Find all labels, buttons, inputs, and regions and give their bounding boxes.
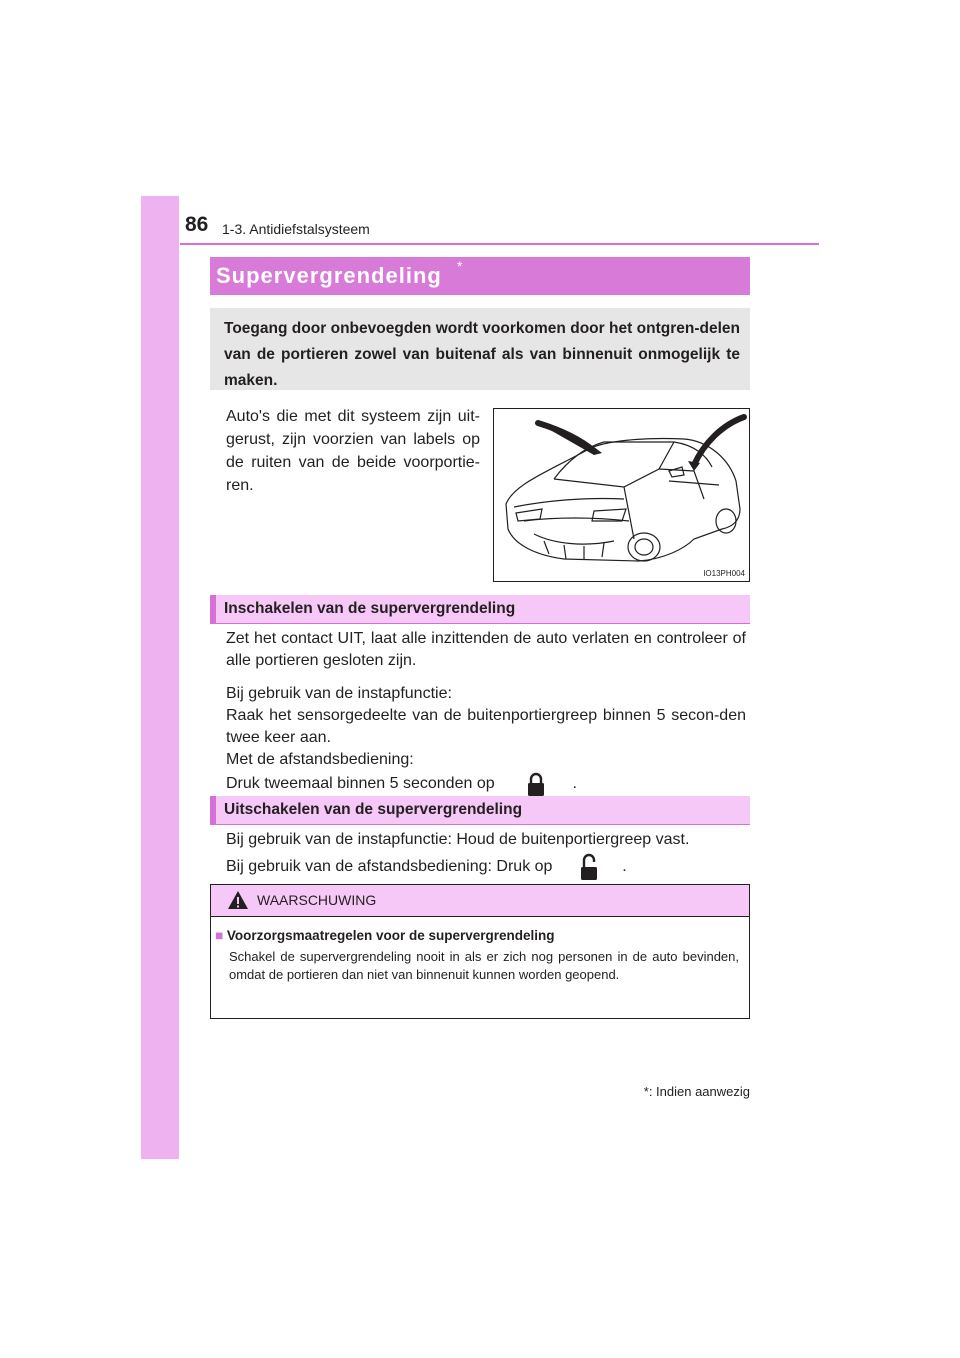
- enable-remote-period: .: [572, 775, 577, 793]
- side-tab: [141, 196, 179, 1159]
- car-illustration: [493, 408, 750, 582]
- car-drawing: [494, 409, 749, 581]
- image-code: IO13PH004: [703, 569, 745, 578]
- enable-heading: Inschakelen van de supervergrendeling: [224, 600, 516, 617]
- enable-paragraph-1: Zet het contact UIT, laat alle inzittenden de auto verlaten en controleer of alle portieren gesloten zijn.: [226, 630, 746, 669]
- unlock-icon: [579, 853, 599, 881]
- warning-title: [215, 928, 555, 943]
- car-text-line-4: ren.: [226, 477, 254, 494]
- footnote-text: : Indien aanwezig: [648, 1084, 750, 1099]
- car-text-line-1: Auto's die met dit systeem zijn uit-: [226, 408, 480, 425]
- warning-header: [211, 885, 749, 917]
- enable-keyless-label: Bij gebruik van de instapfunctie:: [226, 685, 452, 702]
- enable-keyless-instruction: Raak het sensorgedeelte van de buitenportiergreep binnen 5 secon-den twee keer aan.: [226, 707, 746, 746]
- warning-bullet: ■: [215, 928, 224, 943]
- footnote: [610, 1084, 750, 1099]
- title-asterisk: *: [457, 258, 463, 274]
- warning-title-text: Voorzorgsmaatregelen voor de supervergrendeling: [226, 928, 555, 943]
- enable-remote-instruction: [226, 771, 746, 797]
- warning-body: Schakel de supervergrendeling nooit in als er zich nog personen in de auto bevinden, omdat de portieren dan niet van binnenuit kunnen worden geopend.: [229, 949, 739, 982]
- disable-keyless-instruction: Bij gebruik van de instapfunctie: Houd de buitenportiergreep vast.: [226, 831, 690, 848]
- enable-heading-stripe: [210, 595, 216, 624]
- car-label-description: [226, 405, 480, 497]
- disable-heading: Uitschakelen van de supervergrendeling: [224, 801, 523, 818]
- intro-text: Toegang door onbevoegden wordt voorkomen door het ontgren-delen van de portieren zowel van buitenaf als van binnenuit onmogelijk te maken.: [224, 320, 740, 389]
- enable-remote-label: Met de afstandsbediening:: [226, 751, 414, 768]
- disable-remote-text: Bij gebruik van de afstandsbediening: Druk op: [226, 858, 553, 876]
- disable-body: [226, 829, 746, 881]
- header-rule: [180, 243, 819, 245]
- footnote-asterisk: *: [643, 1084, 649, 1099]
- section-reference: 1-3. Antidiefstalsysteem: [222, 221, 370, 237]
- warning-label: WAARSCHUWING: [257, 892, 377, 908]
- page-number: 86: [185, 213, 209, 236]
- lock-icon: [526, 771, 546, 797]
- page-title: Supervergrendeling: [216, 263, 442, 288]
- car-text-line-3: de ruiten van de beide voorportie-: [226, 454, 480, 471]
- disable-remote-instruction: [226, 853, 746, 881]
- warning-triangle-icon: [227, 890, 249, 910]
- disable-heading-stripe: [210, 796, 216, 825]
- warning-box: [210, 884, 750, 1019]
- car-text-line-2: gerust, zijn voorzien van labels op: [226, 431, 480, 448]
- enable-remote-text: Druk tweemaal binnen 5 seconden op: [226, 775, 495, 793]
- enable-body: [226, 628, 746, 797]
- disable-remote-period: .: [622, 858, 627, 876]
